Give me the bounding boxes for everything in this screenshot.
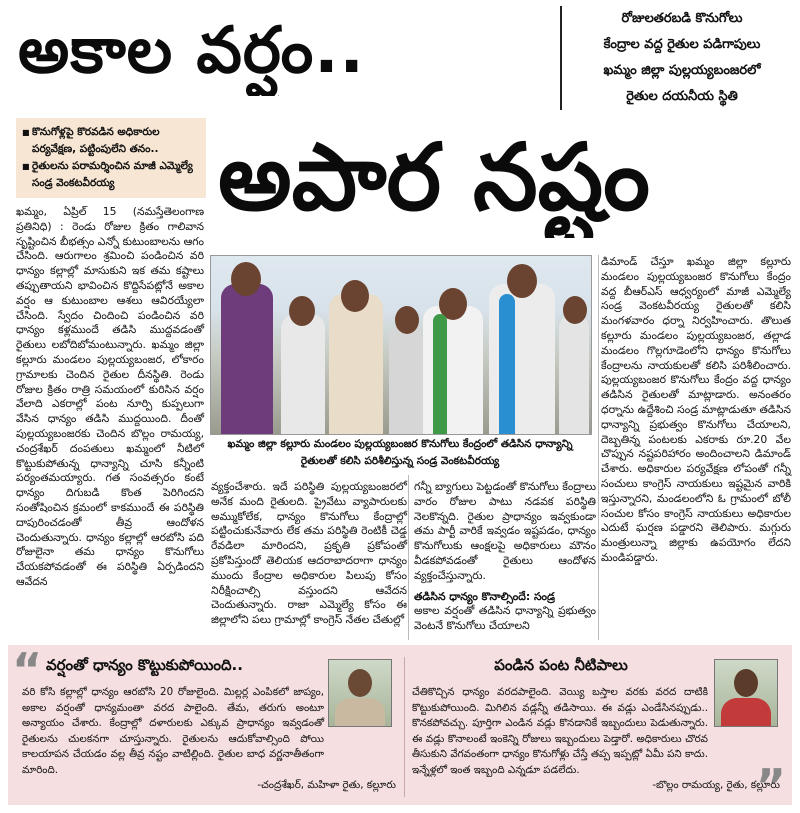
farmer-portrait bbox=[714, 659, 778, 727]
quote-box-title: వర్షంతో ధాన్యం కొట్టుకుపోయింది.. bbox=[46, 656, 243, 674]
column-rule bbox=[408, 475, 409, 640]
quote-open-icon: “ bbox=[12, 643, 43, 697]
quote-signature: -చంద్రశేఖర్, మహిళా రైతు, కల్లూరు bbox=[257, 779, 396, 791]
article-column-3 bbox=[414, 480, 596, 640]
quote-signature: -బొల్లం రామయ్య, రైతు, కల్లూరు bbox=[652, 779, 780, 791]
quote-box-2 bbox=[412, 653, 786, 813]
news-photo bbox=[210, 255, 592, 435]
column-rule bbox=[598, 255, 599, 640]
highlight-item: ■ కొనుగోళ్లపై కొరవడిన అధికారుల పర్యవేక్షణ, పట్టింపులేని తనం.. bbox=[22, 124, 200, 158]
quote-boxes bbox=[8, 643, 792, 813]
second-headline: అపార నష్టం bbox=[218, 124, 650, 231]
quote-box-body: చేతికొచ్చిన ధాన్యం వరదపాలైంది. వెయ్యి బస్తాల వరకు వరద దాటికి కొట్టుకుపోయింది. మిగిలిన వడ్లన్నీ తడిసాయి. ఈ వడ్లు ఎండేసినప్పుడు.. కొనకపోవచ్చు. పూర్తిగా ఎండిన వడ్లు కొనడానికే ఇబ్బందులు పెడుతున్నారు. ఈ వడ్లు కొనాలంటే ఇంకెన్ని రోజులు ఇబ్బందులు పెడ్తారో. అధికారులు చొరవ తీసుకుని వేగవంతంగా ధాన్యం కొనుగోళ్లు చేస్తే తప్ప ఇప్పట్లో ఏమీ పని కాదు. ఇన్నేళ్లలో ఇంత ఇబ్బంది ఎన్నడూ పడలేదు. bbox=[412, 686, 708, 776]
kicker-line: రైతుల దయనీయ స్థితి bbox=[626, 89, 738, 104]
kicker-line: ఖమ్మం జిల్లా పుల్లయ్యబంజరలో bbox=[603, 63, 761, 78]
kicker-line: రోజులతరబడి కొనుగోలు bbox=[621, 11, 743, 26]
column-3-text-cont: అకాల వర్షంతో తడిసిన ధాన్యాన్ని ప్రభుత్వం వెంటనే కొనుగోలు చేయాలని bbox=[414, 604, 596, 633]
highlights-box bbox=[16, 118, 206, 198]
article-column-4: డిమాండ్ చేస్తూ ఖమ్మం జిల్లా కల్లూరు మండలం పుల్లయ్యబంజర కొనుగోలు కేంద్రం వద్ద బీఆర్ఎస్ ఆధ్వర్యంలో మాజీ ఎమ్మెల్యే సండ్ర వెంకటవీరయ్య రైతులతో కలిసి మంగళవారం ధర్నా నిర్వహించారు. తొలుత కల్లూరు మండలం పుల్లయ్యబంజర, తల్లాడ మండలం గొల్లగూడెంలోని ధాన్యం కొనుగోలు కేంద్రాలను నాయకులతో కలిసి పరిశీలించారు. పుల్లయ్యబంజర కొనుగోలు కేంద్రం వద్ద ధాన్యం తడిసిన రైతులతో మాట్లాడారు. అనంతరం ధర్నాను ఉద్దేశించి సండ్ర మాట్లాడుతూ తడిసిన ధాన్యాన్ని ప్రభుత్వం కొనుగోలు చేయాలని, దెబ్బతిన్న పంటలకు ఎకరాకు రూ.20 వేల చొప్పున నష్టపరిహారం అందించాలని డిమాండ్ చేశారు. అధికారుల పర్యవేక్షణ లోపంతో గన్నీ సంచులు కాంగ్రెస్ నాయకులు ఇష్టమైన వారికి ఇస్తున్నారని, మండలంలోని ఓ గ్రామంలో బోలీ సంచుల కోసం కాంగ్రెస్ నాయకులు అధికారుల ఎదుటే ఘర్షణ పడ్డారని తెలిపారు. మగ్గురు మంత్రులున్నా జిల్లాకు ఉపయోగం లేదని మండిపడ్డారు. bbox=[601, 255, 791, 564]
side-kicker bbox=[560, 6, 792, 110]
box-divider bbox=[404, 657, 405, 797]
highlight-item: ■ రైతులను పరామర్శించిన మాజీ ఎమ్మెల్యే సండ్ర వెంకటవీరయ్య bbox=[22, 158, 200, 192]
farmer-portrait bbox=[328, 659, 392, 727]
main-headline: అకాల వర్షం.. bbox=[18, 14, 365, 88]
quote-close-icon: ” bbox=[755, 759, 786, 813]
column-3-text: గన్నీ బ్యాగులు పెట్టడంతో కొనుగోలు కేంద్రాలు వారం రోజుల పాటు నడవక పరిస్థితి నెలకొన్నది. రైతుల ప్రాధాన్యం ఇవ్వకుండా తమ పార్టీ వారికే ఇవ్వడం ఇష్టపడం, ధాన్యం కొనుగోలుకు ఆంక్షలపై అధికారులు మౌనం వీడకపోవడంతో రైతులు ఆందోళన వ్యక్తంచేస్తున్నారు. bbox=[414, 480, 596, 582]
quote-box-1 bbox=[12, 643, 396, 801]
article-column-2: వ్యక్తంచేశారు. ఇదే పరిస్థితి పుల్లయ్యబంజరలో అనేక మంది రైతులది. ప్రైవేటు వ్యాపారులకు అమ్ముకోలేక, ధాన్యం కొనుగోలు కేంద్రాల్లో పట్టించుకునేవారు లేక తమ పరిస్థితి రెంటికీ చెడ్డ రేవడిలా మారిందని, ప్రకృతి ప్రకోపంతో ప్రకోపిస్తుందో తెలియక ఆదరాబాదరాగా ధాన్యం ముందు కేంద్రాల అధికారుల పిలుపు కోసం నిరీక్షించాల్సి వస్తుందని ఆవేదన చెందుతున్నారు. రాజా ఎమ్మెల్యే కోసం ఈ జిల్లాలోని పలు గ్రామాల్లో కాంగ్రెస్ నేతల చేతుల్లో bbox=[211, 480, 407, 627]
quote-box-title: పండిన పంట నీటిపాలు bbox=[494, 656, 628, 674]
subheading: తడిసిన ధాన్యం కొనాల్సిందే: సండ్ర bbox=[414, 589, 555, 603]
quote-box-body: వరి కోసి కల్లాల్లో ధాన్యం ఆరబోసి 20 రోజులైంది. మిల్లర్ల ఎంపికలో జాప్యం, అకాల వర్షంతో ధాన్యమంతా వరద పాలైంది. తేమ, తరుగు అంటూ అన్యాయం చేశారు. కేంద్రాల్లో దళారులకు ఎక్కువ ప్రాధాన్యం ఇవ్వడంతో రైతులను చులకనగా చూస్తున్నారు. రైతులను ఆదుకోవాల్సింది పోయి కాలయాపన చేయడం వల్ల తీవ్ర నష్టం వాటిల్లింది. రైతుల బాధ వర్ణనాతీతంగా మారింది. bbox=[22, 686, 324, 776]
photo-caption: ఖమ్మం జిల్లా కల్లూరు మండలం పుల్లయ్యబంజర కొనుగోలు కేంద్రంలో తడిసిన ధాన్యాన్ని రైతులతో కలిసి పరిశీలిస్తున్న సండ్ర వెంకటవీరయ్య bbox=[227, 438, 573, 467]
kicker-line: కేంద్రాల వద్ద రైతుల పడిగాపులు bbox=[603, 37, 761, 52]
article-column-1: ఖమ్మం, ఏప్రిల్ 15 (నమస్తేతెలంగాణ ప్రతినిధి) : రెండు రోజుల క్రితం గాలివాన సృష్టించిన బీభత్సం ఎన్నో కుటుంబాలను ఆగం చేసింది. ఆరుగాలం శ్రమించి పండించిన వరి ధాన్యం కల్లాల్లో మాసుకుని ఇక తమ కష్టాలు తప్పుతాయని భావించిన కొద్దిసేపట్లోనే అకాల వర్షం ఆ కుటుంబాల ఆశలు ఆవిరయ్యేలా చేసింది. స్వేదం చిందించి పండించిన వరి ధాన్యం కళ్లముందే తడిసి ముద్దవడంతో రైతులు లబోదిబోమంటున్నారు. ఖమ్మం జిల్లా కల్లూరు మండలం పుల్లయ్యబంజర, లోకారం గ్రామాలకు చెందిన రైతుల దీనస్థితి. రెండు రోజుల క్రితం రాత్రి సమయంలో కురిసిన వర్షం వేలాది ఎకరాల్లో పంట నూర్పి కుప్పలుగా వేసిన ధాన్యం తడిసి ముద్దయింది. దీంతో పుల్లయ్యబంజరకు చెందిన బొల్లం రామయ్య, చంద్రశేఖర్ దంపతులు ఖమ్మంలో నీటిలో కొట్టుకుపోతున్న ధాన్యాన్ని చూసి కన్నీంటి పర్యంతమయ్యారు. గత సంవత్సరం కంటే ధాన్యం దిగుబడి కొంత పెరిగిందని సంతోషించిన క్రమంలో కాకముందే ఈ పరిస్థితి దాపురించడంతో తీవ్ర ఆందోళన చెందుతున్నారు. ధాన్యం కల్లాల్లో ఆరబోసి పది రోజులైనా తమ ధాన్యం కొనుగోలు చేయకపోవడంతో ఈ పరిస్థితి ఏర్పడిందని ఆవేదన bbox=[16, 205, 204, 588]
